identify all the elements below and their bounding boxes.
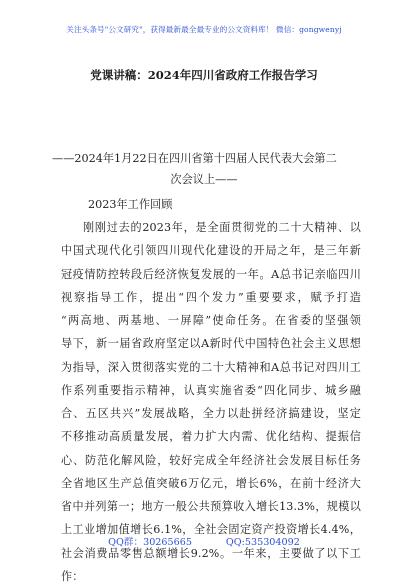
body-text <box>61 216 361 588</box>
body-line: 为指导，深入贯彻落实党的二十大精神和A总书记对四川工 <box>61 360 361 374</box>
document-title: 党课讲稿：2024年四川省政府工作报告学习 <box>90 68 318 82</box>
body-line: 社会消费品零售总额增长9.2%。一年来，主要做了以下工 <box>61 546 361 560</box>
body-line: 合、五区共兴”发展战略，全力以赴拼经济搞建设，坚定 <box>61 407 361 420</box>
body-line: 中国式现代化引领四川现代化建设的开局之年，是三年新 <box>61 244 361 258</box>
qq-contact-link[interactable]: QQ:535304092 <box>225 537 300 548</box>
promo-banner: 关注头条号"公文研究"，获得最新最全最专业的公文资料库！ 微信：gongwenyj <box>66 25 342 34</box>
body-line: 作系列重要指示精神，认真实施省委“四化同步、城乡融 <box>61 383 361 397</box>
body-line: 不移推动高质量发展，着力扩大内需、优化结构、提振信 <box>61 430 361 444</box>
body-line: 冠疫情防控转段后经济恢复发展的一年。A总书记亲临四川 <box>61 267 361 281</box>
body-line: 视察指导工作，提出“四个发力”重要要求，赋予打造 <box>61 290 361 304</box>
body-line: 全省地区生产总值突破6万亿元，增长6%，在前十经济大 <box>61 476 361 490</box>
body-line: 上工业增加值增长6.1%，全社会固定资产投资增长4.4%， <box>61 523 361 537</box>
body-line: 导下，新一届省政府坚定以A新时代中国特色社会主义思想 <box>61 337 361 351</box>
contact-footer <box>0 534 408 548</box>
body-line: 刚刚过去的2023年，是全面贯彻党的二十大精神、以 <box>83 221 361 234</box>
body-line: 作： <box>61 569 84 583</box>
body-line: 省中并列第一；地方一般公共预算收入增长13.3%，规模以 <box>61 500 361 513</box>
qq-group-link[interactable]: QQ群：30265665 <box>108 537 192 548</box>
document-subtitle-line-2: 次会议上—— <box>170 173 238 186</box>
section-heading: 2023年工作回顾 <box>88 198 173 211</box>
document-subtitle-line-1: ——2024年1月22日在四川省第十四届人民代表大会第二 <box>52 152 337 165</box>
body-line: “两高地、两基地、一屏障”使命任务。在省委的坚强领 <box>61 314 361 327</box>
body-line: 心、防范化解风险，较好完成全年经济社会发展目标任务 <box>61 453 361 467</box>
